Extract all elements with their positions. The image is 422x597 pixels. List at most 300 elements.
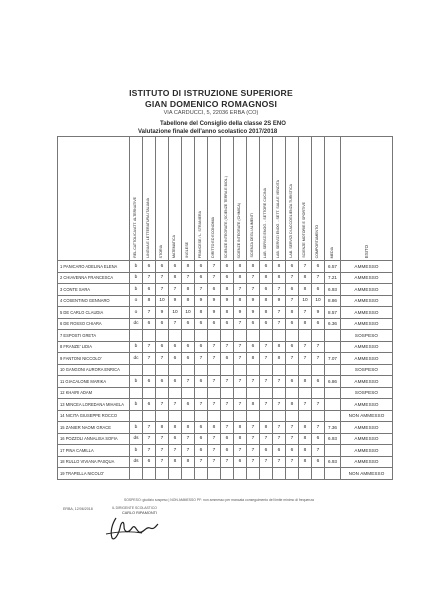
grade-cell: 8 <box>260 272 273 284</box>
grade-cell: 7 <box>312 445 325 457</box>
grade-cell: 7 <box>182 376 195 388</box>
grade-cell: 9 <box>247 307 260 319</box>
grade-cell: 6 <box>169 353 182 365</box>
column-header <box>273 137 286 261</box>
grade-cell: 6 <box>221 318 234 330</box>
grade-cell: 8 <box>182 261 195 273</box>
grade-cell: 6 <box>312 433 325 445</box>
grade-cell: 7 <box>156 272 169 284</box>
grade-cell: 7 <box>143 353 156 365</box>
column-header-row <box>58 137 393 261</box>
grade-cell <box>247 468 260 480</box>
grade-cell <box>195 364 208 376</box>
grade-cell: 8 <box>247 261 260 273</box>
grade-cell: 10 <box>156 295 169 307</box>
grade-cell <box>299 468 312 480</box>
grade-cell: 8 <box>299 284 312 296</box>
grade-cell <box>247 364 260 376</box>
column-header <box>208 137 221 261</box>
grade-cell: 6 <box>182 341 195 353</box>
grade-cell: 7 <box>299 307 312 319</box>
grade-cell: 10 <box>182 307 195 319</box>
outcome-cell: SOSPESO <box>341 330 393 342</box>
table-row <box>58 318 393 330</box>
grade-cell: 6 <box>247 318 260 330</box>
grade-cell <box>312 364 325 376</box>
table-row <box>58 341 393 353</box>
grade-cell: 7 <box>312 353 325 365</box>
average-cell <box>325 399 341 411</box>
grade-cell: 7 <box>299 353 312 365</box>
grade-cell <box>260 468 273 480</box>
table-row <box>58 422 393 434</box>
grade-cell: 6 <box>182 318 195 330</box>
grade-cell <box>208 410 221 422</box>
grade-cell <box>169 364 182 376</box>
grade-cell <box>234 364 247 376</box>
table-row <box>58 295 393 307</box>
grade-cell: 8 <box>247 353 260 365</box>
grade-cell: 6 <box>221 272 234 284</box>
grade-cell: o <box>130 307 143 319</box>
outcome-cell: AMMESSO <box>341 341 393 353</box>
grade-cell: 9 <box>234 307 247 319</box>
grade-cell: 7 <box>286 295 299 307</box>
outcome-cell: NON AMMESSO <box>341 468 393 480</box>
grade-cell <box>286 387 299 399</box>
outcome-cell: AMMESSO <box>341 422 393 434</box>
grade-cell <box>195 330 208 342</box>
grade-cell <box>143 330 156 342</box>
header-student-name <box>58 137 130 261</box>
grade-cell <box>260 387 273 399</box>
grade-cell: 9 <box>221 295 234 307</box>
grade-cell: 7 <box>260 456 273 468</box>
grade-cell: 6 <box>208 318 221 330</box>
column-header-label: SCIENZE MOTORIE E SPORTIVE <box>302 202 307 258</box>
grade-cell: 9 <box>273 295 286 307</box>
column-header <box>325 137 341 261</box>
student-name: 11 GIACALONE MARIKA <box>58 376 130 388</box>
grade-cell: 7 <box>221 456 234 468</box>
grade-cell: 6 <box>169 376 182 388</box>
grade-cell: 6 <box>312 261 325 273</box>
outcome-cell: AMMESSO <box>341 376 393 388</box>
grade-cell: 7 <box>156 284 169 296</box>
grade-cell <box>156 364 169 376</box>
average-cell: 7.21 <box>325 272 341 284</box>
grade-cell <box>247 330 260 342</box>
grade-cell <box>312 387 325 399</box>
grade-cell <box>299 330 312 342</box>
grade-cell <box>299 387 312 399</box>
grade-cell: 8 <box>195 307 208 319</box>
average-cell <box>325 445 341 457</box>
grade-cell: 7 <box>208 399 221 411</box>
grade-cell: 8 <box>234 272 247 284</box>
column-header <box>286 137 299 261</box>
column-header-label: MATEMATICA <box>172 234 177 258</box>
grade-cell: b <box>130 261 143 273</box>
student-name: 2 CHIAVENNA FRANCESCA <box>58 272 130 284</box>
grade-cell: 7 <box>195 284 208 296</box>
grade-cell: 8 <box>182 456 195 468</box>
column-header <box>312 137 325 261</box>
grade-cell <box>221 364 234 376</box>
grade-cell: 7 <box>156 433 169 445</box>
grade-cell: 7 <box>312 272 325 284</box>
grade-cell: 7 <box>273 399 286 411</box>
grade-cell: 7 <box>286 433 299 445</box>
outcome-cell: AMMESSO <box>341 353 393 365</box>
grade-cell: 8 <box>299 318 312 330</box>
student-name: 10 GANGONI AURORA ENRICA <box>58 364 130 376</box>
grade-cell <box>182 364 195 376</box>
grade-cell: 7 <box>195 399 208 411</box>
column-header-label: COMPORTAMENTO <box>315 224 320 258</box>
grade-cell <box>221 330 234 342</box>
grade-cell <box>273 330 286 342</box>
school-address: VIA CARDUCCI, 5, 22036 ERBA (CO) <box>163 110 259 116</box>
grade-cell: o <box>130 295 143 307</box>
grade-cell: 7 <box>143 307 156 319</box>
grade-cell: 7 <box>169 399 182 411</box>
grade-cell: 8 <box>299 433 312 445</box>
grade-cell <box>156 468 169 480</box>
grade-cell: 6 <box>221 445 234 457</box>
grade-cell: 8 <box>234 433 247 445</box>
outcome-cell: AMMESSO <box>341 261 393 273</box>
grade-cell <box>234 410 247 422</box>
column-header-label: LAB. SERVIZI ENOG. - SETT. SALA E VENDITA <box>276 180 281 258</box>
grade-cell: 6 <box>260 318 273 330</box>
grade-cell: 7 <box>143 433 156 445</box>
grade-cell <box>169 410 182 422</box>
grade-cell: 7 <box>273 422 286 434</box>
grade-cell: 8 <box>182 422 195 434</box>
grade-cell: 7 <box>286 272 299 284</box>
average-cell <box>325 364 341 376</box>
signature-label: IL DIRIGENTE SCOLASTICO <box>112 506 157 510</box>
grade-cell: 6 <box>195 376 208 388</box>
student-name: 18 RULLO VIVIANA PASQUA <box>58 456 130 468</box>
grade-cell: b <box>130 341 143 353</box>
grade-cell: 7 <box>156 456 169 468</box>
grade-cell: b <box>130 399 143 411</box>
column-header-label: DIRITTO ED ECONOMIA <box>211 217 216 258</box>
column-header-label: ESITO <box>363 244 369 258</box>
grade-cell <box>273 410 286 422</box>
grade-cell <box>156 387 169 399</box>
grade-cell <box>247 410 260 422</box>
grade-cell: 6 <box>156 376 169 388</box>
grade-cell: 7 <box>247 422 260 434</box>
student-name: 3 CONTE SARA <box>58 284 130 296</box>
average-cell: 8.57 <box>325 307 341 319</box>
grade-cell: 7 <box>208 272 221 284</box>
outcome-cell: AMMESSO <box>341 456 393 468</box>
grade-cell <box>130 364 143 376</box>
grade-cell <box>273 364 286 376</box>
grade-cell: 6 <box>143 376 156 388</box>
grade-cell: 7 <box>247 433 260 445</box>
grade-cell: 7 <box>221 399 234 411</box>
table-row <box>58 399 393 411</box>
grade-cell: 6 <box>195 272 208 284</box>
grade-cell: 8 <box>208 422 221 434</box>
grade-cell <box>130 387 143 399</box>
grade-cell: 7 <box>273 284 286 296</box>
column-header-label: SCIENZE INTEGRATE (SCIENZE TERRA E BIOL.) <box>224 175 229 258</box>
average-cell <box>325 468 341 480</box>
grade-cell: 7 <box>260 376 273 388</box>
grade-cell: 6 <box>169 261 182 273</box>
average-cell: 8.86 <box>325 295 341 307</box>
grade-cell: 7 <box>286 353 299 365</box>
grade-cell: 6 <box>260 284 273 296</box>
grade-cell: 7 <box>234 284 247 296</box>
average-cell: 6.86 <box>325 376 341 388</box>
table-row <box>58 272 393 284</box>
grade-cell <box>260 330 273 342</box>
column-header-label: FRANCESE / L. STRANIERA <box>198 210 203 258</box>
grade-cell: 7 <box>299 341 312 353</box>
column-header-label: MEDIA <box>329 246 334 258</box>
grade-cell: 9 <box>208 307 221 319</box>
grade-cell: 7 <box>234 318 247 330</box>
grade-cell: 8 <box>299 376 312 388</box>
outcome-cell: AMMESSO <box>341 272 393 284</box>
school-name-line2: GIAN DOMENICO ROMAGNOSI <box>144 99 278 109</box>
grade-cell: 7 <box>273 376 286 388</box>
grade-cell: 6 <box>182 399 195 411</box>
grade-cell: 7 <box>247 272 260 284</box>
grade-cell: 9 <box>195 295 208 307</box>
grade-cell: 7 <box>169 284 182 296</box>
grade-cell: 8 <box>247 399 260 411</box>
grade-cell <box>312 410 325 422</box>
grade-cell: 7 <box>156 353 169 365</box>
grade-cell: b <box>130 376 143 388</box>
column-header <box>182 137 195 261</box>
grade-cell: 9 <box>247 295 260 307</box>
average-cell <box>325 330 341 342</box>
grade-cell: 7 <box>312 422 325 434</box>
grade-cell: 7 <box>208 341 221 353</box>
grade-cell: dc <box>130 353 143 365</box>
outcome-cell: AMMESSO <box>341 445 393 457</box>
column-header-label: STORIA <box>159 244 164 258</box>
table-row <box>58 284 393 296</box>
grade-cell: 7 <box>247 284 260 296</box>
grade-cell: 8 <box>260 422 273 434</box>
grade-cell: 9 <box>208 295 221 307</box>
grade-cell: 7 <box>208 433 221 445</box>
grade-cell: 8 <box>182 284 195 296</box>
grade-cell: 10 <box>312 295 325 307</box>
grade-cell <box>182 330 195 342</box>
grade-cell <box>286 364 299 376</box>
table-row <box>58 364 393 376</box>
grade-cell: 8 <box>299 456 312 468</box>
average-cell: 6.93 <box>325 456 341 468</box>
grade-cell <box>299 410 312 422</box>
student-name: 7 ESPOSTI GRETA <box>58 330 130 342</box>
grade-cell <box>286 330 299 342</box>
student-name: 13 MINCEA LOREDANA MIHAELA <box>58 399 130 411</box>
grade-cell <box>208 364 221 376</box>
grade-cell: 6 <box>312 318 325 330</box>
grade-cell: 6 <box>208 284 221 296</box>
student-name: 19 TRAPELLA NICOLO' <box>58 468 130 480</box>
grade-cell: 7 <box>195 353 208 365</box>
document-subtitle: Valutazione finale dell'anno scolastico 2017/2018 <box>138 129 278 135</box>
grade-cell <box>182 410 195 422</box>
student-name: 16 POZZOLI ANNALISA SOFIA <box>58 433 130 445</box>
table-row <box>58 330 393 342</box>
grade-cell: 7 <box>182 272 195 284</box>
grade-cell: 9 <box>156 307 169 319</box>
column-header <box>130 137 143 261</box>
student-name: 4 COSENTINO GENNARO <box>58 295 130 307</box>
column-header-label: REL.CATTOLICA/ATT. ALTERNATIVE <box>133 197 138 258</box>
grade-cell <box>208 387 221 399</box>
grade-cell: b <box>130 422 143 434</box>
grade-cell: 8 <box>169 272 182 284</box>
grade-cell <box>195 387 208 399</box>
outcome-cell: AMMESSO <box>341 284 393 296</box>
grade-cell: 8 <box>221 284 234 296</box>
signatory-name: CARLO RIPAMONTI <box>122 511 157 515</box>
table-row <box>58 410 393 422</box>
grade-cell: 7 <box>286 456 299 468</box>
grade-cell <box>221 468 234 480</box>
grade-cell: 8 <box>234 261 247 273</box>
grade-cell <box>130 468 143 480</box>
grade-cell: 7 <box>273 307 286 319</box>
grade-cell <box>273 468 286 480</box>
grade-cell: 7 <box>195 456 208 468</box>
grade-cell: 7 <box>234 376 247 388</box>
grade-cell: 8 <box>234 295 247 307</box>
average-cell: 6.36 <box>325 318 341 330</box>
grade-cell: 8 <box>143 295 156 307</box>
grade-cell: 7 <box>156 399 169 411</box>
grade-cell <box>169 468 182 480</box>
grade-cell: 7 <box>208 376 221 388</box>
grade-cell: 6 <box>169 341 182 353</box>
grade-cell: 7 <box>312 399 325 411</box>
grade-cell: 6 <box>286 341 299 353</box>
grade-cell: 6 <box>195 261 208 273</box>
grade-cell: 7 <box>247 445 260 457</box>
grade-cell <box>156 410 169 422</box>
grade-cell: 6 <box>143 318 156 330</box>
grade-cell <box>143 468 156 480</box>
grade-cell: 6 <box>143 284 156 296</box>
grade-cell: 8 <box>260 295 273 307</box>
grade-cell <box>260 364 273 376</box>
grade-cell: 7 <box>182 433 195 445</box>
grade-cell: 7 <box>273 456 286 468</box>
student-name: 8 FRANZE' LIDIA <box>58 341 130 353</box>
grade-cell: 6 <box>260 261 273 273</box>
column-header <box>221 137 234 261</box>
outcome-cell: AMMESSO <box>341 307 393 319</box>
grade-cell: 7 <box>182 445 195 457</box>
column-header <box>341 137 393 261</box>
grade-cell <box>169 387 182 399</box>
grade-cell <box>169 330 182 342</box>
grade-cell: 8 <box>182 295 195 307</box>
grade-cell: 7 <box>247 456 260 468</box>
grade-cell <box>286 468 299 480</box>
grade-cell: 7 <box>247 376 260 388</box>
grade-cell: b <box>130 284 143 296</box>
table-row <box>58 387 393 399</box>
student-name: 17 PINA CAMILLA <box>58 445 130 457</box>
grade-cell: 7 <box>221 376 234 388</box>
grade-cell: 6 <box>195 341 208 353</box>
grade-cell: 6 <box>221 433 234 445</box>
grade-cell: 6 <box>195 318 208 330</box>
grade-cell <box>221 387 234 399</box>
grades-table <box>57 136 393 480</box>
table-row <box>58 307 393 319</box>
legend-note: SOSPESO: giudizio sospeso | NON AMMESSO PF: non ammesso per mancata conseguimento del limite minimo di frequenza <box>124 498 314 502</box>
column-header <box>156 137 169 261</box>
grade-cell: 8 <box>234 422 247 434</box>
average-cell: 6.93 <box>325 433 341 445</box>
grade-cell: 6 <box>169 433 182 445</box>
grade-cell: 8 <box>299 422 312 434</box>
grade-cell: 8 <box>156 422 169 434</box>
grade-cell <box>221 410 234 422</box>
grade-cell <box>208 330 221 342</box>
column-header-label: INGLESE <box>185 242 190 258</box>
grade-cell <box>130 330 143 342</box>
grade-cell: 8 <box>221 307 234 319</box>
grade-cell: 6 <box>195 445 208 457</box>
grade-cell <box>273 387 286 399</box>
grade-cell: 9 <box>169 295 182 307</box>
grade-cell <box>208 468 221 480</box>
column-header <box>299 137 312 261</box>
grade-cell: 6 <box>143 456 156 468</box>
place-date: ERBA, 12/06/2018 <box>63 507 93 511</box>
grade-cell: 6 <box>234 456 247 468</box>
grade-cell: ds <box>130 456 143 468</box>
column-header-label: LINGUA E LETTERATURA ITALIANA <box>146 198 151 258</box>
column-header <box>143 137 156 261</box>
grade-cell: ds <box>130 433 143 445</box>
student-name: 12 KHAIRI ADAM <box>58 387 130 399</box>
student-name: 5 DE CARLO CLAUDIA <box>58 307 130 319</box>
document-title: Tabellone del Consiglio della classe 2S ENO <box>160 121 286 127</box>
grade-cell <box>143 410 156 422</box>
grade-cell: 6 <box>143 399 156 411</box>
grade-cell: 8 <box>260 307 273 319</box>
grade-cell: 6 <box>312 376 325 388</box>
grade-cell: 7 <box>299 399 312 411</box>
grade-cell: b <box>130 445 143 457</box>
table-row <box>58 353 393 365</box>
average-cell: 7.36 <box>325 422 341 434</box>
handwritten-signature <box>102 514 162 542</box>
grade-cell: 7 <box>312 341 325 353</box>
grade-cell: 7 <box>234 341 247 353</box>
grade-cell: 6 <box>195 422 208 434</box>
